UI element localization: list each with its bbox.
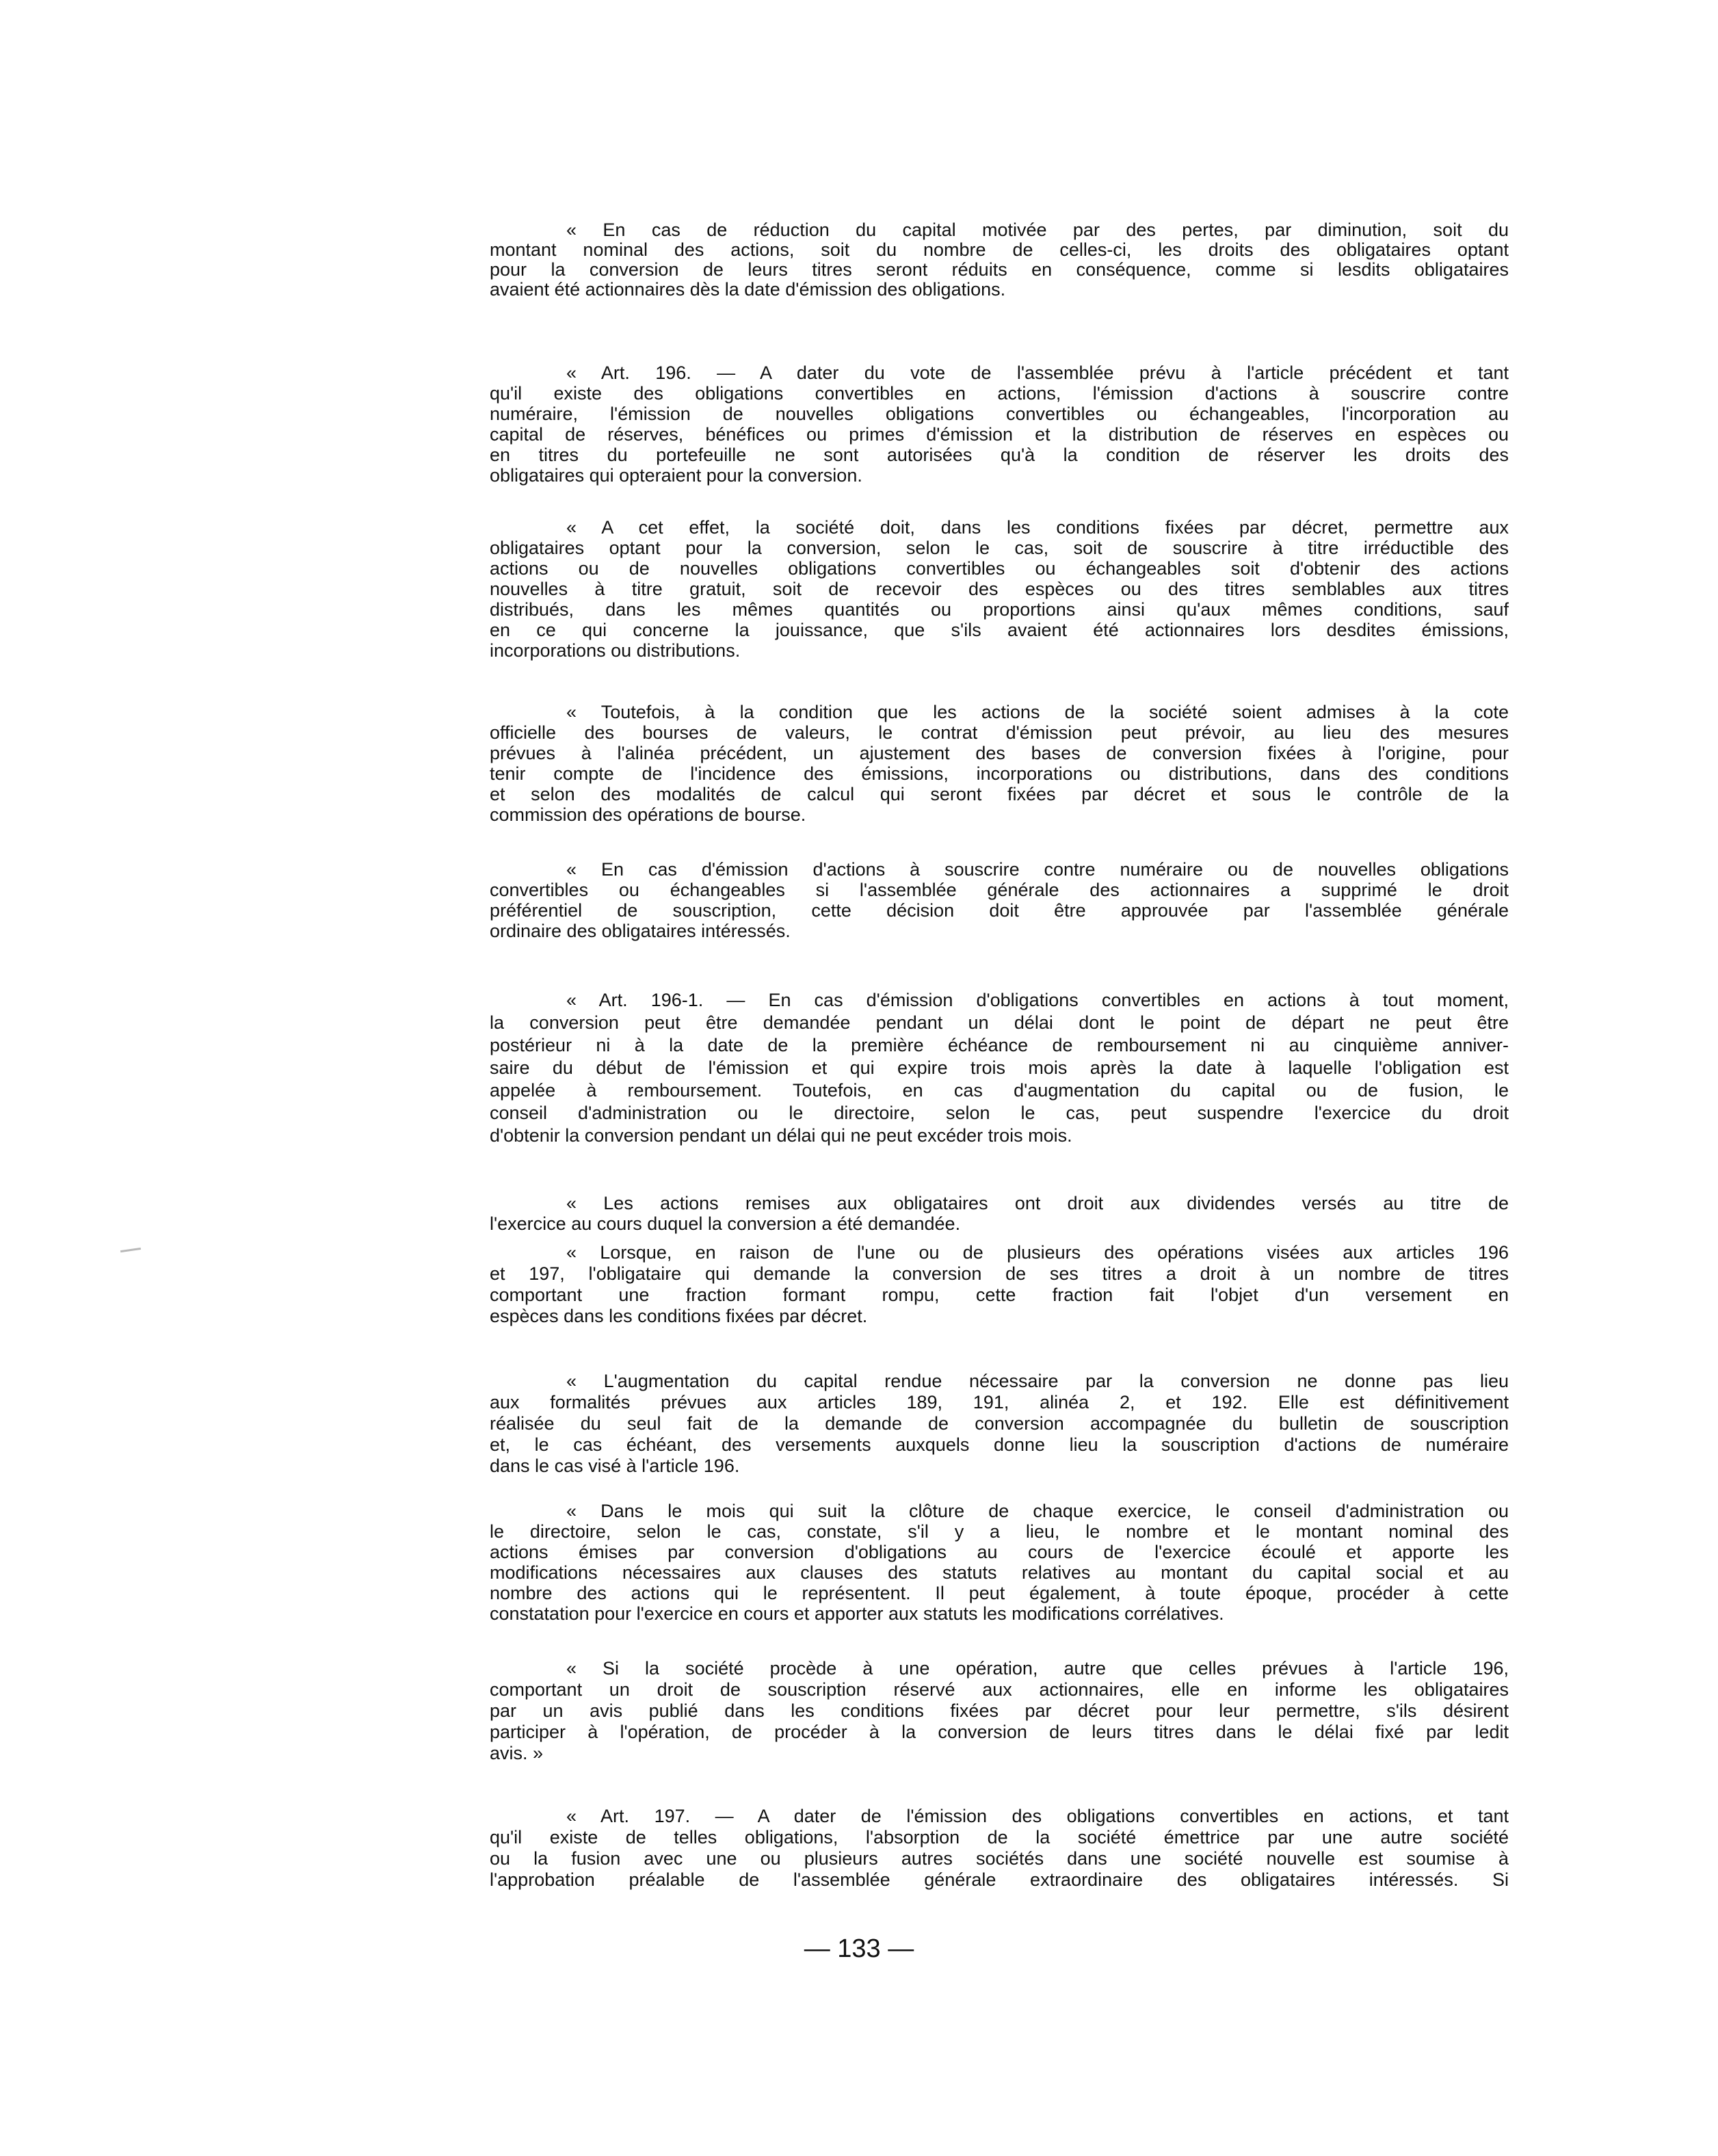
text-line: qu'il existe de telles obligations, l'absorption de la société émettrice par une autre société [490,1827,1509,1848]
text-line: nouvelles à titre gratuit, soit de recevoir des espèces ou des titres semblables aux titres [490,579,1509,599]
text-line: préférentiel de souscription, cette décision doit être approuvée par l'assemblée générale [490,900,1509,921]
text-line: la conversion peut être demandée pendant un délai dont le point de départ ne peut être [490,1012,1509,1033]
text-line: « Lorsque, en raison de l'une ou de plusieurs des opérations visées aux articles 196 [566,1242,1509,1263]
text-line: nombre des actions qui le représentent. Il peut également, à toute époque, procéder à cette [490,1583,1509,1603]
text-line: « A cet effet, la société doit, dans les conditions fixées par décret, permettre aux [566,517,1509,538]
text-line: constatation pour l'exercice en cours et apporter aux statuts les modifications corrélatives. [490,1603,1224,1624]
text-line: obligataires qui opteraient pour la conversion. [490,465,862,486]
page-number: — 133 — [804,1934,914,1963]
text-line: appelée à remboursement. Toutefois, en cas d'augmentation du capital ou de fusion, le [490,1080,1509,1101]
text-line: « L'augmentation du capital rendue nécessaire par la conversion ne donne pas lieu [566,1371,1509,1391]
text-line: « En cas de réduction du capital motivée par des pertes, par diminution, soit du [566,220,1509,240]
text-line: tenir compte de l'incidence des émissions, incorporations ou distributions, dans des conditions [490,763,1509,784]
paragraph [490,1501,1509,1624]
text-line: et, le cas échéant, des versements auxquels donne lieu la souscription d'actions de numéraire [490,1434,1509,1455]
text-line: en titres du portefeuille ne sont autorisées qu'à la condition de réserver les droits des [490,445,1509,465]
text-line: obligataires optant pour la conversion, selon le cas, soit de souscrire à titre irréductible des [490,538,1509,558]
text-line: convertibles ou échangeables si l'assemblée générale des actionnaires a supprimé le droit [490,880,1509,900]
text-line: avaient été actionnaires dès la date d'émission des obligations. [490,279,1006,300]
text-line: saire du début de l'émission et qui expire trois mois après la date à laquelle l'obligation est [490,1057,1509,1078]
text-line: et 197, l'obligataire qui demande la conversion de ses titres a droit à un nombre de titres [490,1263,1509,1284]
text-line: l'exercice au cours duquel la conversion a été demandée. [490,1213,961,1234]
text-line: montant nominal des actions, soit du nombre de celles-ci, les droits des obligataires optant [490,239,1509,260]
paragraph [490,220,1509,300]
text-line: espèces dans les conditions fixées par décret. [490,1306,868,1326]
text-line: « Dans le mois qui suit la clôture de chaque exercice, le conseil d'administration ou [566,1501,1509,1521]
scan-speck [120,1248,141,1252]
text-line: postérieur ni à la date de la première échéance de remboursement ni au cinquième anniver- [490,1035,1509,1055]
text-line: « Toutefois, à la condition que les actions de la société soient admises à la cote [566,702,1509,722]
text-line: prévues à l'alinéa précédent, un ajustement des bases de conversion fixées à l'origine, pour [490,743,1509,763]
text-line: comportant une fraction formant rompu, cette fraction fait l'objet d'un versement en [490,1285,1509,1305]
text-line: officielle des bourses de valeurs, le contrat d'émission peut prévoir, au lieu des mesures [490,722,1509,743]
text-line: « Art. 196. — A dater du vote de l'assemblée prévu à l'article précédent et tant [566,363,1509,383]
text-line: d'obtenir la conversion pendant un délai qui ne peut excéder trois mois. [490,1125,1072,1146]
paragraph [490,1806,1509,1891]
text-line: pour la conversion de leurs titres seront réduits en conséquence, comme si lesdits obligataires [490,259,1509,280]
text-line: participer à l'opération, de procéder à la conversion de leurs titres dans le délai fixé par ledit [490,1722,1509,1742]
text-line: incorporations ou distributions. [490,640,741,661]
text-line: « Art. 196-1. — En cas d'émission d'obligations convertibles en actions à tout moment, [566,990,1509,1010]
text-line: le directoire, selon le cas, constate, s'il y a lieu, le nombre et le montant nominal des [490,1521,1509,1542]
paragraph [490,702,1509,825]
text-line: avis. » [490,1743,544,1763]
text-line: actions émises par conversion d'obligations au cours de l'exercice écoulé et apporte les [490,1542,1509,1562]
text-line: et selon des modalités de calcul qui seront fixées par décret et sous le contrôle de la [490,784,1509,804]
paragraph [490,989,1509,1147]
text-line: en ce qui concerne la jouissance, que s'ils avaient été actionnaires lors desdites émissions, [490,620,1509,640]
text-line: comportant un droit de souscription réservé aux actionnaires, elle en informe les obligataires [490,1679,1509,1700]
text-line: ou la fusion avec une ou plusieurs autres sociétés dans une société nouvelle est soumise à [490,1848,1509,1869]
text-line: ordinaire des obligataires intéressés. [490,921,791,941]
text-line: par un avis publié dans les conditions fixées par décret pour leur permettre, s'ils désirent [490,1700,1509,1721]
text-line: aux formalités prévues aux articles 189, 191, alinéa 2, et 192. Elle est définitivement [490,1392,1509,1412]
text-line: capital de réserves, bénéfices ou primes d'émission et la distribution de réserves en espèces ou [490,424,1509,445]
text-line: « En cas d'émission d'actions à souscrire contre numéraire ou de nouvelles obligations [566,859,1509,880]
text-line: actions ou de nouvelles obligations convertibles ou échangeables soit d'obtenir des actions [490,558,1509,579]
paragraph [490,1242,1509,1327]
text-line: « Les actions remises aux obligataires ont droit aux dividendes versés au titre de [566,1193,1509,1213]
paragraph [490,1193,1509,1234]
text-line: modifications nécessaires aux clauses des statuts relatives au montant du capital social et au [490,1562,1509,1583]
paragraph [490,517,1509,661]
paragraph [490,859,1509,941]
paragraph [490,1371,1509,1477]
text-line: distribués, dans les mêmes quantités ou proportions ainsi qu'aux mêmes conditions, sauf [490,599,1509,620]
text-line: conseil d'administration ou le directoire, selon le cas, peut suspendre l'exercice du droit [490,1103,1509,1123]
text-line: réalisée du seul fait de la demande de conversion accompagnée du bulletin de souscription [490,1413,1509,1434]
text-line: l'approbation préalable de l'assemblée générale extraordinaire des obligataires intéressés. Si [490,1869,1509,1890]
text-line: commission des opérations de bourse. [490,804,806,825]
text-line: « Si la société procède à une opération, autre que celles prévues à l'article 196, [566,1658,1509,1679]
text-line: qu'il existe des obligations convertibles en actions, l'émission d'actions à souscrire contre [490,383,1509,404]
paragraph [490,363,1509,486]
text-line: numéraire, l'émission de nouvelles obligations convertibles ou échangeables, l'incorporation au [490,404,1509,424]
text-line: dans le cas visé à l'article 196. [490,1456,740,1476]
text-line: « Art. 197. — A dater de l'émission des obligations convertibles en actions, et tant [566,1806,1509,1826]
paragraph [490,1658,1509,1764]
